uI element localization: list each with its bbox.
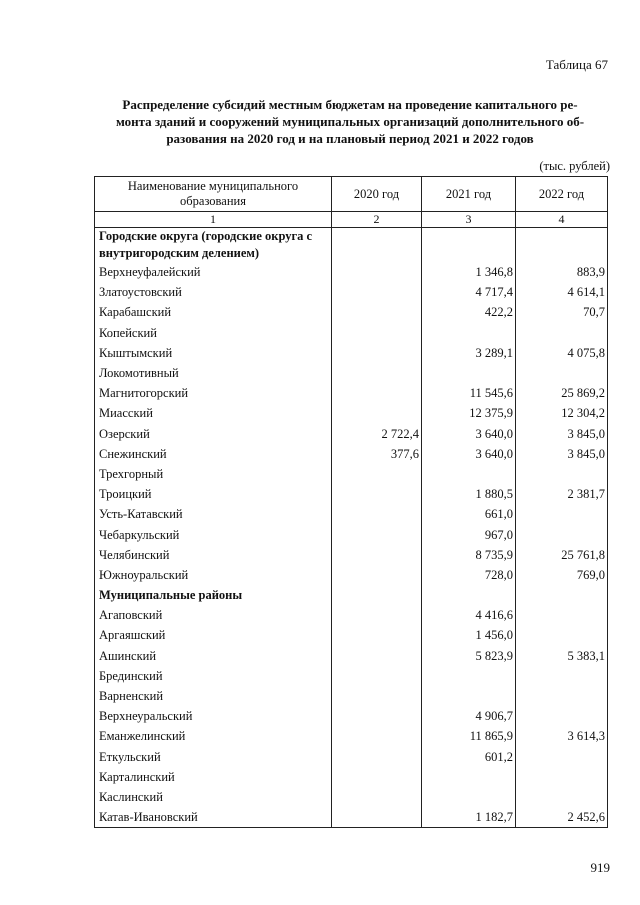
value-2022: [516, 767, 608, 787]
value-2022: 25 761,8: [516, 545, 608, 565]
table-row: [95, 424, 608, 444]
header-2020: 2020 год: [332, 177, 422, 212]
municipality-name: Верхнеуральский: [95, 706, 332, 726]
table-row: [95, 807, 608, 828]
value-2021: 3 640,0: [422, 444, 516, 464]
column-number: 3: [422, 212, 516, 228]
value-2021: 5 823,9: [422, 646, 516, 666]
value-2022: [516, 585, 608, 605]
value-2020: [332, 565, 422, 585]
municipality-name: Магнитогорский: [95, 383, 332, 403]
value-2021: 601,2: [422, 747, 516, 767]
document-title: [95, 96, 605, 147]
value-2020: [332, 343, 422, 363]
value-2022: 12 304,2: [516, 403, 608, 423]
value-2020: [332, 383, 422, 403]
value-2021: 4 416,6: [422, 605, 516, 625]
value-2020: [332, 524, 422, 544]
value-2022: 5 383,1: [516, 646, 608, 666]
municipality-name: Карталинский: [95, 767, 332, 787]
table-row: [95, 504, 608, 524]
municipality-name: Агаповский: [95, 605, 332, 625]
table-row: [95, 767, 608, 787]
value-2022: [516, 787, 608, 807]
value-2021: 4 906,7: [422, 706, 516, 726]
value-2020: [332, 807, 422, 828]
value-2020: [332, 625, 422, 645]
municipality-name: Усть-Катавский: [95, 504, 332, 524]
table-row: [95, 262, 608, 282]
value-2021: 1 182,7: [422, 807, 516, 828]
value-2021: [422, 787, 516, 807]
value-2021: [422, 666, 516, 686]
value-2022: [516, 747, 608, 767]
value-2021: 1 880,5: [422, 484, 516, 504]
table-row: [95, 747, 608, 767]
municipality-name: Копейский: [95, 323, 332, 343]
municipality-name: Златоустовский: [95, 282, 332, 302]
value-2022: 2 452,6: [516, 807, 608, 828]
group-row: [95, 228, 608, 263]
municipality-name: Южноуральский: [95, 565, 332, 585]
value-2021: [422, 686, 516, 706]
table-body: [95, 228, 608, 828]
value-2022: 3 614,3: [516, 726, 608, 746]
value-2021: 1 346,8: [422, 262, 516, 282]
municipality-name: Кыштымский: [95, 343, 332, 363]
value-2022: 4 075,8: [516, 343, 608, 363]
value-2020: [332, 686, 422, 706]
value-2022: [516, 686, 608, 706]
municipality-name: Еткульский: [95, 747, 332, 767]
value-2020: [332, 262, 422, 282]
municipality-name: Городские округа (городские округа с внутригородским делением): [95, 228, 332, 263]
table-row: [95, 706, 608, 726]
municipality-name: Миасский: [95, 403, 332, 423]
value-2021: [422, 363, 516, 383]
column-number: 2: [332, 212, 422, 228]
value-2020: [332, 464, 422, 484]
municipality-name: Ашинский: [95, 646, 332, 666]
table-row: [95, 363, 608, 383]
value-2020: [332, 545, 422, 565]
value-2022: 883,9: [516, 262, 608, 282]
table-row: [95, 403, 608, 423]
units-label: (тыс. рублей): [539, 159, 610, 173]
title-line: разования на 2020 год и на плановый период 2021 и 2022 годов: [166, 131, 534, 146]
table-row: [95, 726, 608, 746]
value-2022: 2 381,7: [516, 484, 608, 504]
table-row: [95, 565, 608, 585]
value-2020: 2 722,4: [332, 424, 422, 444]
value-2022: 4 614,1: [516, 282, 608, 302]
table-row: [95, 666, 608, 686]
table-row: [95, 625, 608, 645]
value-2021: 3 640,0: [422, 424, 516, 444]
value-2020: [332, 504, 422, 524]
municipality-name: Брединский: [95, 666, 332, 686]
value-2020: [332, 767, 422, 787]
table-label: Таблица 67: [545, 57, 608, 72]
table-row: [95, 484, 608, 504]
municipality-name: Еманжелинский: [95, 726, 332, 746]
value-2020: [332, 706, 422, 726]
value-2022: 70,7: [516, 302, 608, 322]
value-2020: [332, 666, 422, 686]
column-number-row: [95, 212, 608, 228]
value-2021: 728,0: [422, 565, 516, 585]
table-row: [95, 787, 608, 807]
value-2020: 377,6: [332, 444, 422, 464]
value-2022: [516, 228, 608, 263]
value-2022: 3 845,0: [516, 444, 608, 464]
value-2020: [332, 323, 422, 343]
value-2021: [422, 228, 516, 263]
value-2022: [516, 323, 608, 343]
table-row: [95, 323, 608, 343]
value-2020: [332, 726, 422, 746]
municipality-name: Варненский: [95, 686, 332, 706]
title-line: Распределение субсидий местным бюджетам на проведение капитального ре-: [122, 97, 578, 112]
value-2020: [332, 403, 422, 423]
municipality-name: Катав-Ивановский: [95, 807, 332, 828]
value-2021: 661,0: [422, 504, 516, 524]
table-row: [95, 524, 608, 544]
value-2021: 8 735,9: [422, 545, 516, 565]
municipality-name: Муниципальные районы: [95, 585, 332, 605]
value-2021: 11 545,6: [422, 383, 516, 403]
value-2020: [332, 646, 422, 666]
value-2022: [516, 363, 608, 383]
value-2020: [332, 605, 422, 625]
table-row: [95, 343, 608, 363]
municipality-name: Верхнеуфалейский: [95, 262, 332, 282]
table-row: [95, 646, 608, 666]
municipality-name: Озерский: [95, 424, 332, 444]
table-row: [95, 605, 608, 625]
page-number: 919: [590, 860, 610, 875]
value-2021: 422,2: [422, 302, 516, 322]
value-2020: [332, 585, 422, 605]
value-2022: [516, 706, 608, 726]
value-2020: [332, 747, 422, 767]
value-2022: [516, 625, 608, 645]
value-2022: [516, 504, 608, 524]
municipality-name: Каслинский: [95, 787, 332, 807]
municipality-name: Челябинский: [95, 545, 332, 565]
title-line: монта зданий и сооружений муниципальных организаций дополнительного об-: [115, 114, 585, 129]
value-2022: [516, 666, 608, 686]
table-row: [95, 464, 608, 484]
municipality-name: Карабашский: [95, 302, 332, 322]
table-row: [95, 282, 608, 302]
header-row: [95, 177, 608, 212]
value-2021: [422, 323, 516, 343]
table-row: [95, 545, 608, 565]
municipality-name: Троицкий: [95, 484, 332, 504]
value-2021: 3 289,1: [422, 343, 516, 363]
value-2021: [422, 585, 516, 605]
column-number: 4: [516, 212, 608, 228]
table-row: [95, 383, 608, 403]
group-row: [95, 585, 608, 605]
column-number: 1: [95, 212, 332, 228]
value-2020: [332, 302, 422, 322]
value-2021: 1 456,0: [422, 625, 516, 645]
value-2021: 12 375,9: [422, 403, 516, 423]
table-row: [95, 302, 608, 322]
value-2021: 4 717,4: [422, 282, 516, 302]
value-2020: [332, 484, 422, 504]
value-2020: [332, 282, 422, 302]
subsidy-table: [94, 176, 608, 828]
value-2021: 11 865,9: [422, 726, 516, 746]
municipality-name: Трехгорный: [95, 464, 332, 484]
value-2022: [516, 524, 608, 544]
value-2022: 769,0: [516, 565, 608, 585]
header-2022: 2022 год: [516, 177, 608, 212]
value-2022: [516, 464, 608, 484]
value-2020: [332, 787, 422, 807]
municipality-name: Снежинский: [95, 444, 332, 464]
table-row: [95, 686, 608, 706]
header-municipality: Наименование муниципального образования: [95, 177, 332, 212]
value-2021: 967,0: [422, 524, 516, 544]
value-2022: 25 869,2: [516, 383, 608, 403]
value-2020: [332, 363, 422, 383]
value-2022: 3 845,0: [516, 424, 608, 444]
municipality-name: Аргаяшский: [95, 625, 332, 645]
header-2021: 2021 год: [422, 177, 516, 212]
value-2020: [332, 228, 422, 263]
municipality-name: Чебаркульский: [95, 524, 332, 544]
value-2022: [516, 605, 608, 625]
municipality-name: Локомотивный: [95, 363, 332, 383]
value-2021: [422, 767, 516, 787]
value-2021: [422, 464, 516, 484]
table-row: [95, 444, 608, 464]
